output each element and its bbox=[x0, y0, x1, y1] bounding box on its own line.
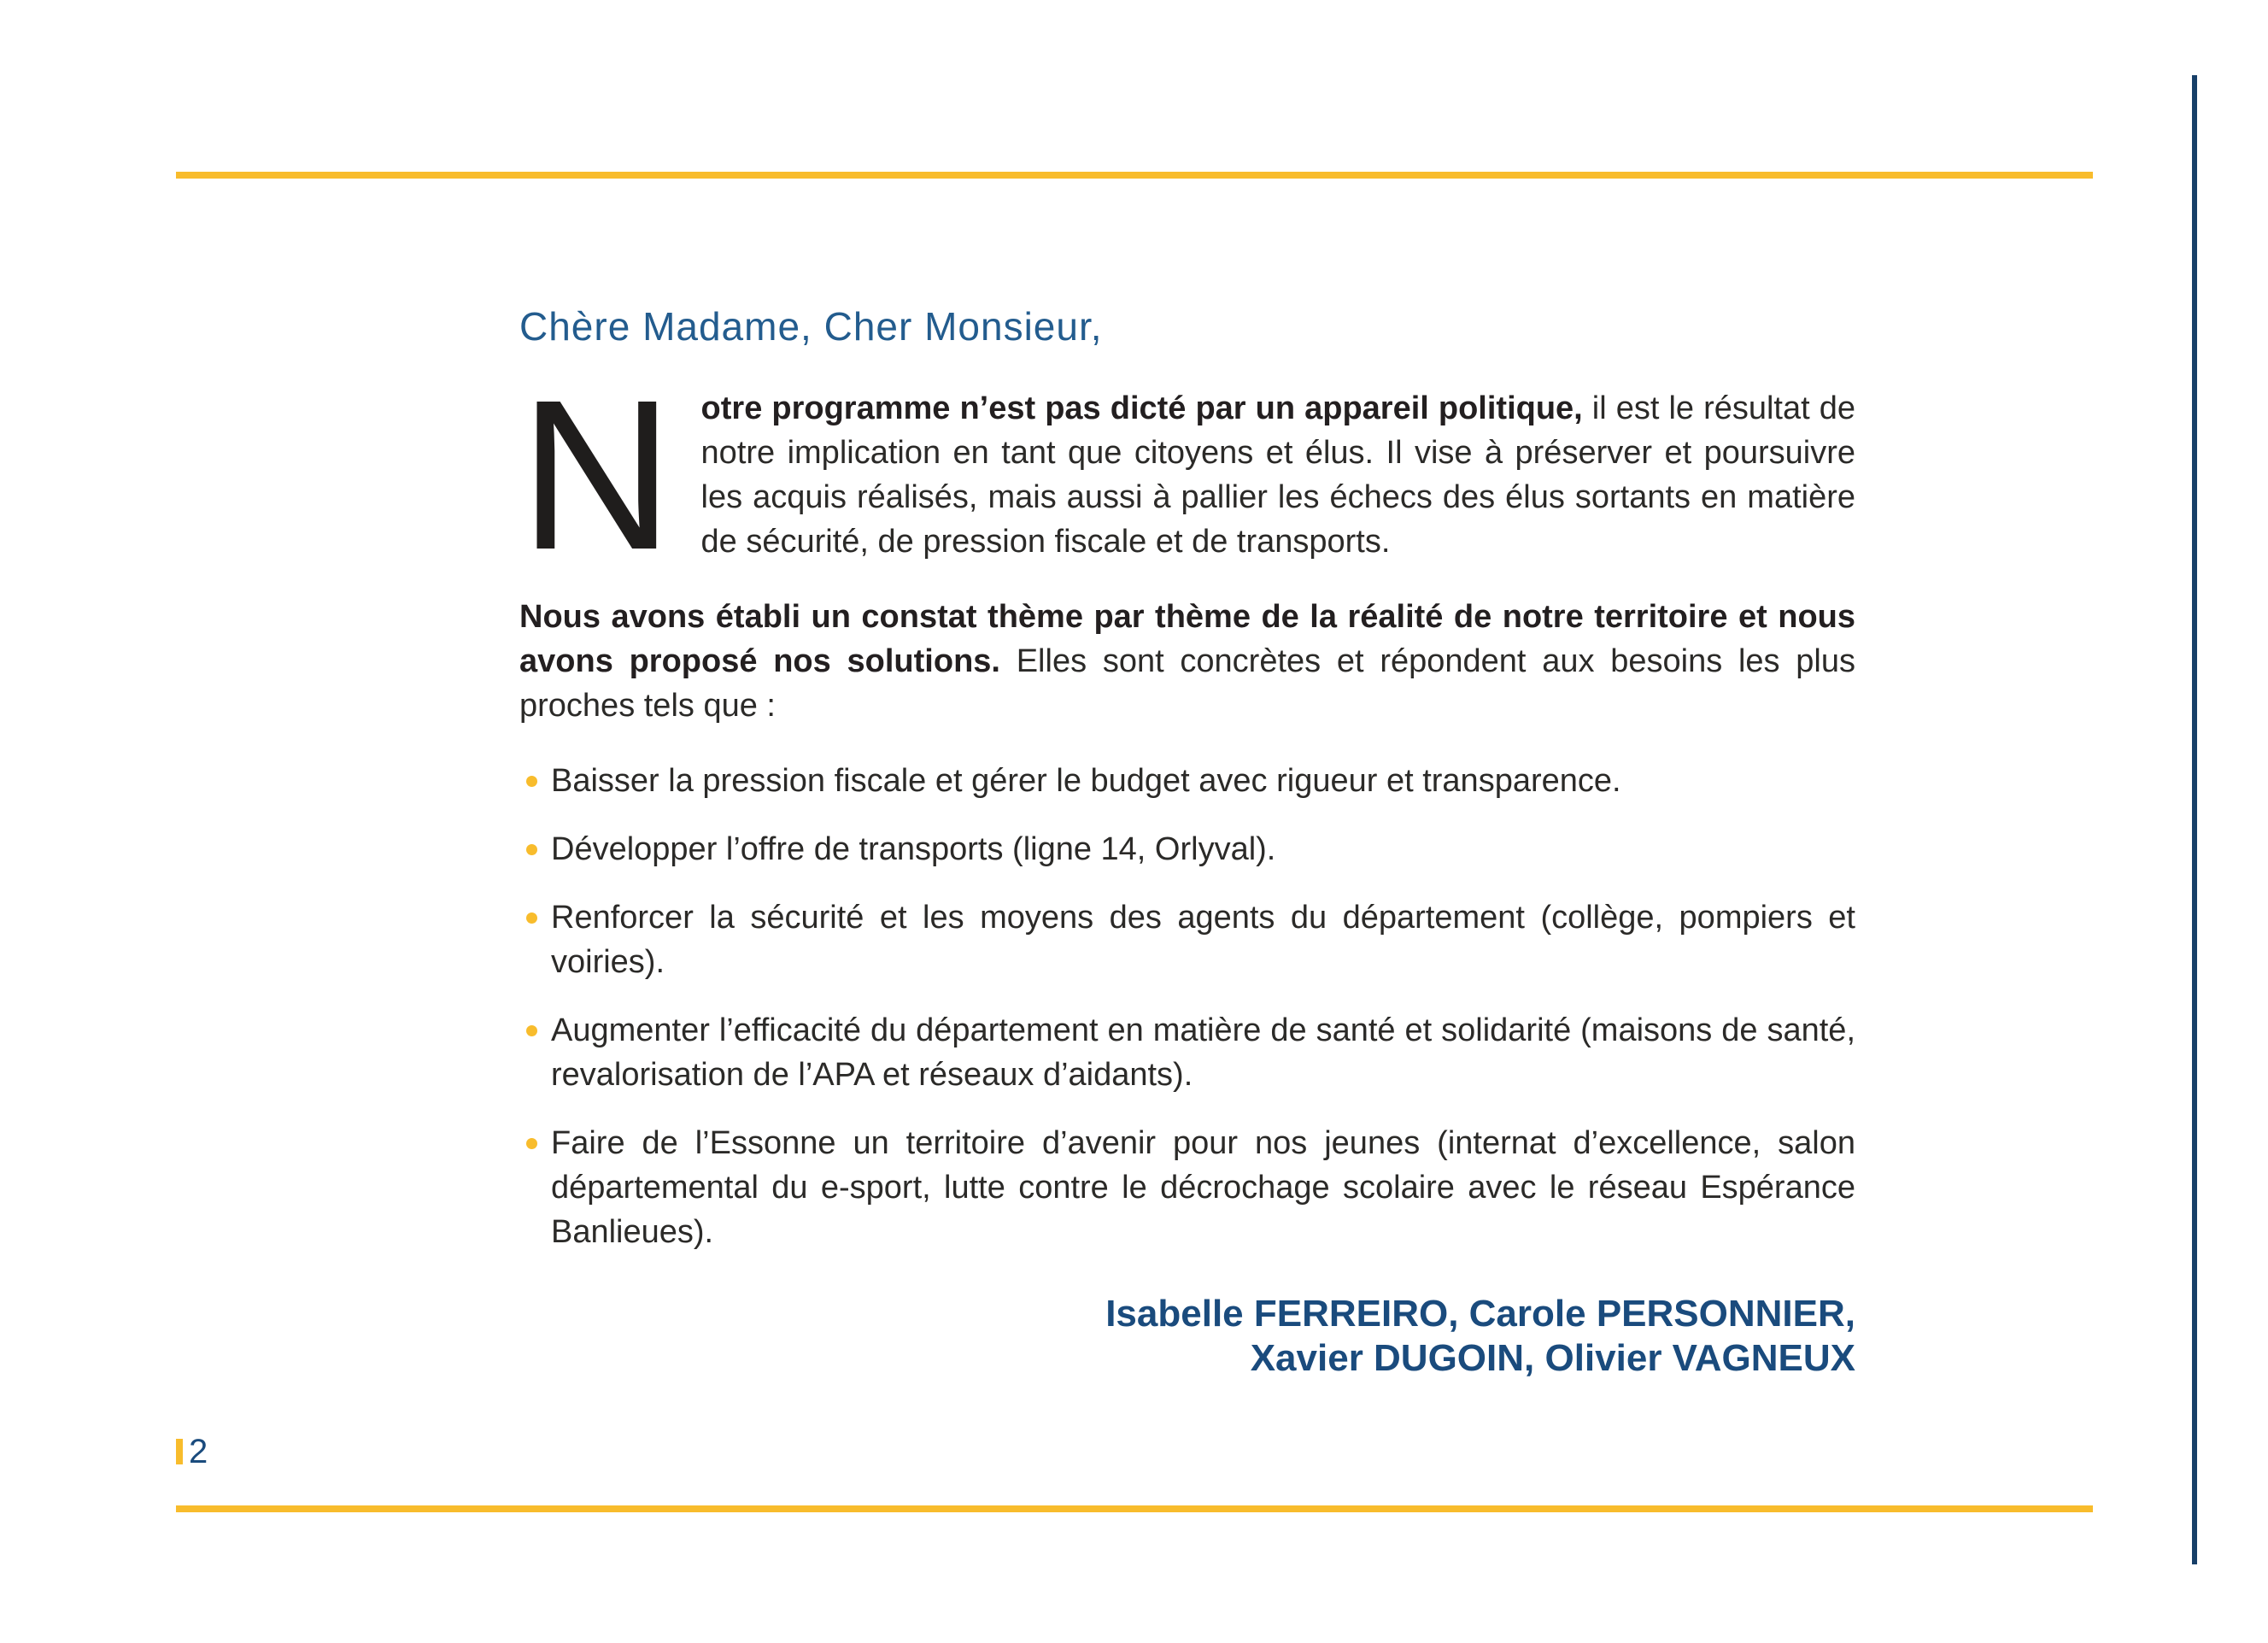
page-number: 2 bbox=[189, 1433, 208, 1470]
paragraph-constat-regular: Elles sont concrètes et répondent aux besoins les plus proches tels que : bbox=[519, 643, 1855, 724]
signature-line-1: Isabelle FERREIRO, Carole PERSONNIER, bbox=[1105, 1293, 1855, 1335]
list-item bbox=[519, 895, 1855, 984]
page-number-marker bbox=[176, 1439, 183, 1464]
signature-line-2: Xavier DUGOIN, Olivier VAGNEUX bbox=[1250, 1337, 1855, 1379]
proposal-list bbox=[519, 759, 1855, 1254]
dropcap-letter: N bbox=[519, 355, 674, 594]
paragraph-constat bbox=[519, 595, 1855, 728]
page-footer bbox=[176, 1435, 208, 1469]
bullet-dot-icon bbox=[526, 1025, 537, 1036]
bullet-dot-icon bbox=[526, 776, 537, 787]
list-item-text: Baisser la pression fiscale et gérer le budget avec rigueur et transparence. bbox=[551, 763, 1621, 799]
list-item bbox=[519, 1121, 1855, 1254]
list-item bbox=[519, 827, 1855, 871]
letter-body bbox=[519, 301, 1855, 1381]
bottom-divider bbox=[176, 1505, 2093, 1512]
list-item bbox=[519, 1008, 1855, 1097]
list-item bbox=[519, 759, 1855, 803]
list-item-text: Renforcer la sécurité et les moyens des agents du département (collège, pompiers et voiries). bbox=[551, 900, 1855, 980]
right-edge-rule bbox=[2192, 75, 2197, 1564]
paragraph-constat-bold: Nous avons établi un constat thème par thème de la réalité de notre territoire et nous avons proposé nos solutions. bbox=[519, 599, 1855, 679]
list-item-text: Faire de l’Essonne un territoire d’avenir pour nos jeunes (internat d’excellence, salon départemental du e-sport, lutte contre le décrochage scolaire avec le réseau Espérance Banlieues). bbox=[551, 1125, 1855, 1250]
paragraph-intro-regular: il est le résultat de notre implication en tant que citoyens et élus. Il vise à préserver et poursuivre les acquis réalisés, mais aussi à pallier les échecs des élus sortants en matière de sécurité, de pression fiscale et de transports. bbox=[700, 390, 1855, 560]
bullet-dot-icon bbox=[526, 1138, 537, 1149]
signature-block bbox=[519, 1292, 1855, 1381]
salutation: Chère Madame, Cher Monsieur, bbox=[519, 304, 1103, 349]
list-item-text: Augmenter l’efficacité du département en matière de santé et solidarité (maisons de santé, revalorisation de l’APA et réseaux d’aidants). bbox=[551, 1012, 1855, 1093]
bullet-dot-icon bbox=[526, 912, 537, 924]
paragraph-intro bbox=[519, 355, 1855, 594]
paragraph-intro-bold: otre programme n’est pas dicté par un appareil politique, bbox=[700, 390, 1583, 426]
list-item-text: Développer l’offre de transports (ligne 14, Orlyval). bbox=[551, 831, 1276, 867]
top-divider bbox=[176, 172, 2093, 179]
bullet-dot-icon bbox=[526, 844, 537, 855]
